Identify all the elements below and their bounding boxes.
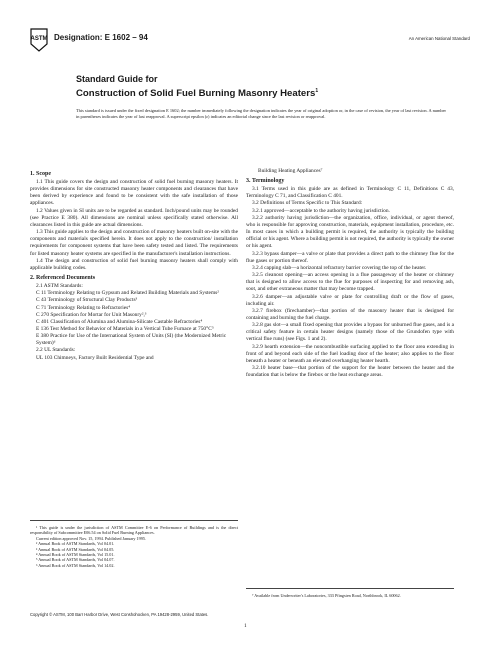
reference-item: C 43 Terminology of Structural Clay Products³ bbox=[36, 297, 138, 304]
scope-paragraph: 1.4 The design and construction of solid fuel burning masonry heaters shall comply with applicable building codes. bbox=[30, 257, 238, 271]
terminology-paragraph: 3.1 Terms used in this guide are as defined in Terminology C 11, Definitions C 43, Terminology C 71, and Classification C 401. bbox=[246, 186, 454, 200]
terminology-paragraph: 3.2 Definitions of Terms Specific to This Standard: bbox=[252, 200, 363, 207]
definition: 3.2.8 gas slot—a small fixed opening that provides a bypass for unburned flue gases, and is a critical safety feature in certain heater designs (namely those of the Grundofen type with vertical flue runs) (see Figs. 1 and 2). bbox=[246, 322, 454, 343]
ul-standards-subheading: 2.2 UL Standards: bbox=[36, 347, 76, 354]
footnote: ³ Annual Book of ASTM Standards, Vol 04.05. bbox=[36, 546, 115, 552]
footnote: ² Annual Book of ASTM Standards, Vol 04.01. bbox=[36, 541, 115, 547]
right-column bbox=[246, 168, 454, 379]
definition: 3.2.4 capping slab—a horizontal refractory barrier covering the top of the heater. bbox=[252, 264, 427, 271]
footnotes bbox=[30, 520, 238, 568]
definition: 3.2.1 approved—acceptable to the authority having jurisdiction. bbox=[252, 207, 390, 214]
organization-label: An American National Standard bbox=[408, 36, 470, 41]
scope-paragraph: 1.3 This guide applies to the design and construction of masonry heaters built on-site with the components and materials specified herein. It does not apply to the construction/ installation requirements for component systems that have been safety tested and listed. The requirements for listed masonry heater systems are specified in the manufacturer's installation instructions. bbox=[30, 229, 239, 257]
page-number: 1 bbox=[244, 623, 247, 629]
copyright-line: Copyright © ASTM, 100 Barr Harbor Drive, West Conshohocken, PA 19428-2959, United States. bbox=[30, 612, 209, 617]
definition: 3.2.7 firebox (firechamber)—that portion of the masonry heater that is designed for containing and burning the fuel charge. bbox=[246, 307, 454, 321]
footnote: ⁵ Annual Book of ASTM Standards, Vol 04.07. bbox=[36, 557, 115, 563]
reference-continuation: Building Heating Appliances⁷ bbox=[258, 168, 323, 174]
footnotes-right bbox=[246, 588, 454, 598]
designation: Designation: E 1602 – 94 bbox=[54, 33, 148, 42]
svg-text:ASTM: ASTM bbox=[30, 36, 48, 42]
footnote: ⁶ Annual Book of ASTM Standards, Vol 14.02. bbox=[36, 562, 115, 568]
footnote: ⁷ Available from Underwriter's Laboratories, 333 Pfingsten Road, Northbrook, IL 60062. bbox=[252, 593, 401, 598]
astm-logo-icon bbox=[30, 28, 48, 52]
definition: 3.2.10 heater base—that portion of the support for the heater between the heater and the foundation that is below the firebox or the heat exchange areas. bbox=[246, 365, 454, 379]
footnote: ¹ This guide is under the jurisdiction of ASTM Committee E-6 on Performance of Buildings and is the direct responsibility of Subcommittee E06.54 on Solid Fuel Burning Appliances. bbox=[30, 525, 238, 536]
left-column bbox=[30, 168, 238, 362]
reference-item: UL 103 Chimneys, Factory Built Residential Type and bbox=[36, 354, 154, 361]
referenced-documents-heading: 2. Referenced Documents bbox=[30, 275, 96, 282]
reference-item: C 270 Specification for Mortar for Unit Masonry²,³ bbox=[36, 311, 147, 318]
title-text: Construction of Solid Fuel Burning Masonry Heaters bbox=[76, 88, 316, 100]
terminology-heading: 3. Terminology bbox=[246, 178, 285, 185]
title-block bbox=[76, 74, 436, 100]
title-line-1: Standard Guide for bbox=[76, 74, 158, 84]
definition: 3.2.5 cleanout opening—an access opening in a flue passageway of the heater or chimney that is designed to allow access to the flue for purposes of inspecting for and removing ash, soot, and other extraneous matter that may become trapped. bbox=[246, 272, 454, 293]
definition: 3.2.9 hearth extension—the noncombustible surfacing applied to the floor area extending in front of and beyond each side of the fuel loading door of the heater; also applies to the floor beneath a heater or beneath an elevated overhanging heater hearth. bbox=[246, 343, 454, 364]
title-line-2 bbox=[76, 85, 436, 100]
scope-heading: 1. Scope bbox=[30, 171, 51, 177]
footnote: ⁴ Annual Book of ASTM Standards, Vol 15.01. bbox=[36, 552, 115, 558]
reference-item: C 11 Terminology Relating to Gypsum and Related Building Materials and Systems² bbox=[36, 290, 219, 297]
title-footnote-mark: 1 bbox=[315, 88, 319, 94]
scope-paragraph: 1.1 This guide covers the design and construction of solid fuel burning masonry heaters. It provides dimensions for site constructed masonry heater components and clearances that have been derived by experience and found to be consistent with the safe installation of those appliances. bbox=[30, 179, 238, 207]
scope-paragraph: 1.2 Values given in SI units are to be regarded as standard. Inch/pound units may be rounded (see Practice E 380). All dimensions are nominal unless specifically stated otherwise. All clearances listed in this guide are actual dimensions. bbox=[30, 207, 238, 228]
astm-standards-subheading: 2.1 ASTM Standards: bbox=[36, 283, 83, 290]
footnote: Current edition approved Nov. 15, 1994. Published January 1995. bbox=[36, 535, 146, 541]
reference-item: E 136 Test Method for Behavior of Materials in a Vertical Tube Furnace at 750°C⁵ bbox=[36, 325, 214, 332]
definition: 3.2.2 authority having jurisdiction—the organization, office, individual, or agent thereof, who is responsible for approving construction, materials, equipment installation, procedure, etc. In most cases in which a building permit is required, the authority is typically the building official or his agent. Where a building permit is not required, the authority is typically the owner or his agent. bbox=[246, 214, 454, 250]
reference-item: E 380 Practice for Use of the International System of Units (SI) (the Modernized Metric System)⁶ bbox=[36, 333, 227, 347]
definition: 3.2.3 bypass damper—a valve or plate that provides a direct path to the chimney flue for the flue gases or portion thereof. bbox=[246, 250, 454, 264]
issuance-notice: This standard is issued under the fixed designation E 1602; the number immediately following the designation indicates the year of original adoption or, in the case of revision, the year of last revision. A number in parentheses indicates the year of last reapproval. A superscript epsilon (ε) indicates an editorial change since the last revision or reapproval. bbox=[76, 108, 446, 119]
reference-item: C 401 Classification of Alumina and Alumina-Silicate Castable Refractories⁴ bbox=[36, 318, 203, 325]
reference-item: C 71 Terminology Relating to Refractories⁴ bbox=[36, 304, 131, 311]
definition: 3.2.6 damper—an adjustable valve or plate for controlling draft or the flow of gases, including air. bbox=[246, 293, 454, 307]
